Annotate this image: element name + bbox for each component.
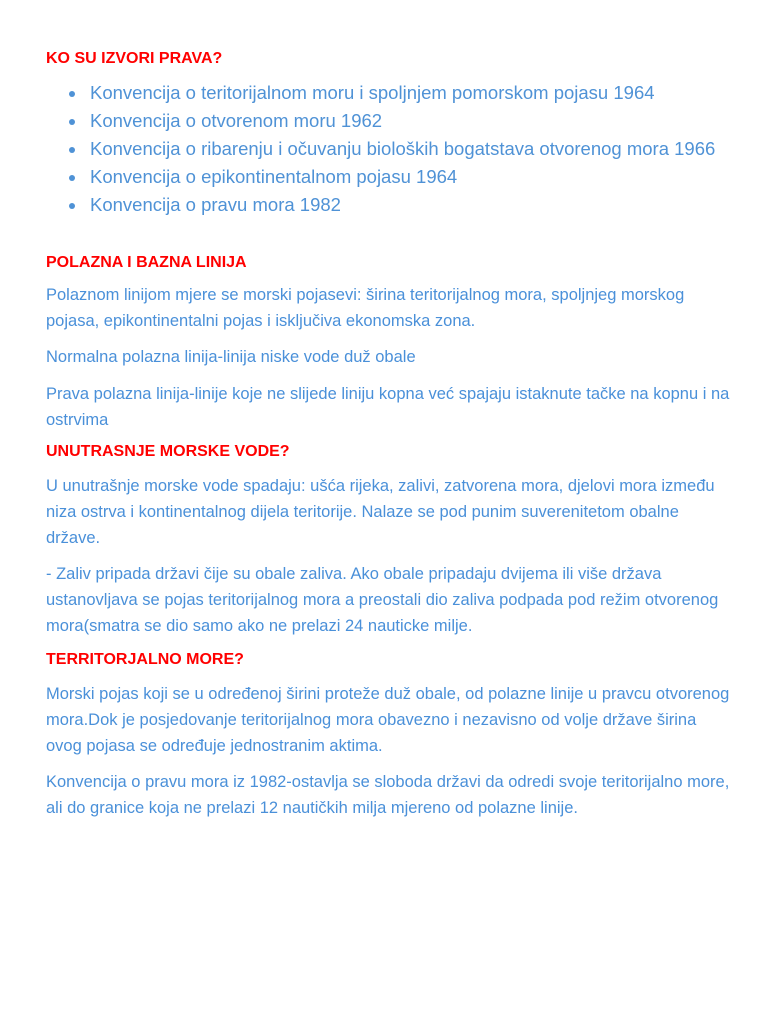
- paragraph: Prava polazna linija-linije koje ne slijede liniju kopna već spajaju istaknute tačke na kopnu i na ostrvima: [46, 385, 730, 429]
- section-heading-territorial-sea: TERRITORJALNO MORE?: [46, 651, 244, 668]
- paragraph: - Zaliv pripada državi čije su obale zaliva. Ako obale pripadaju dvijema ili više država ustanovljava se pojas teritorijalnog mora a preostali dio zaliva podpada pod režim otvorenog mora(smatra se dio samo ako ne prelazi 24 nauticke milje.: [46, 565, 719, 635]
- paragraph: U unutrašnje morske vode spadaju: ušća rijeka, zalivi, zatvorena mora, djelovi mora između niza ostrva i kontinentalnog dijela teritorije. Nalaze se pod punim suverenitetom obalne države.: [46, 477, 715, 547]
- paragraph: Polaznom linijom mjere se morski pojasevi: širina teritorijalnog mora, spoljnjeg morskog pojasa, epikontinentalni pojas i isključiva ekonomska zona.: [46, 286, 685, 330]
- paragraph: Konvencija o pravu mora iz 1982-ostavlja se sloboda državi da odredi svoje teritorijalno more, ali do granice koja ne prelazi 12 nautičkih milja mjereno od polazne linije.: [46, 773, 730, 817]
- list-item: Konvencija o otvorenom moru 1962: [90, 108, 736, 134]
- list-item: Konvencija o pravu mora 1982: [90, 192, 736, 218]
- list-item: Konvencija o ribarenju i očuvanju bioloških bogatstava otvorenog mora 1966: [90, 136, 736, 162]
- paragraph: Morski pojas koji se u određenoj širini proteže duž obale, od polazne linije u pravcu otvorenog mora.Dok je posjedovanje teritorijalnog mora obavezno i nezavisno od volje države širina ovog pojasa se određuje jednostranim aktima.: [46, 685, 730, 755]
- conventions-list: [46, 80, 736, 218]
- section-heading-internal-waters: UNUTRASNJE MORSKE VODE?: [46, 443, 290, 460]
- paragraph: Normalna polazna linija-linija niske vode duž obale: [46, 348, 416, 366]
- section-heading-sources: KO SU IZVORI PRAVA?: [46, 50, 223, 67]
- list-item: Konvencija o teritorijalnom moru i spoljnjem pomorskom pojasu 1964: [90, 80, 736, 106]
- list-item: Konvencija o epikontinentalnom pojasu 1964: [90, 164, 736, 190]
- section-heading-baseline: POLAZNA I BAZNA LINIJA: [46, 254, 247, 271]
- document-page: [46, 46, 736, 821]
